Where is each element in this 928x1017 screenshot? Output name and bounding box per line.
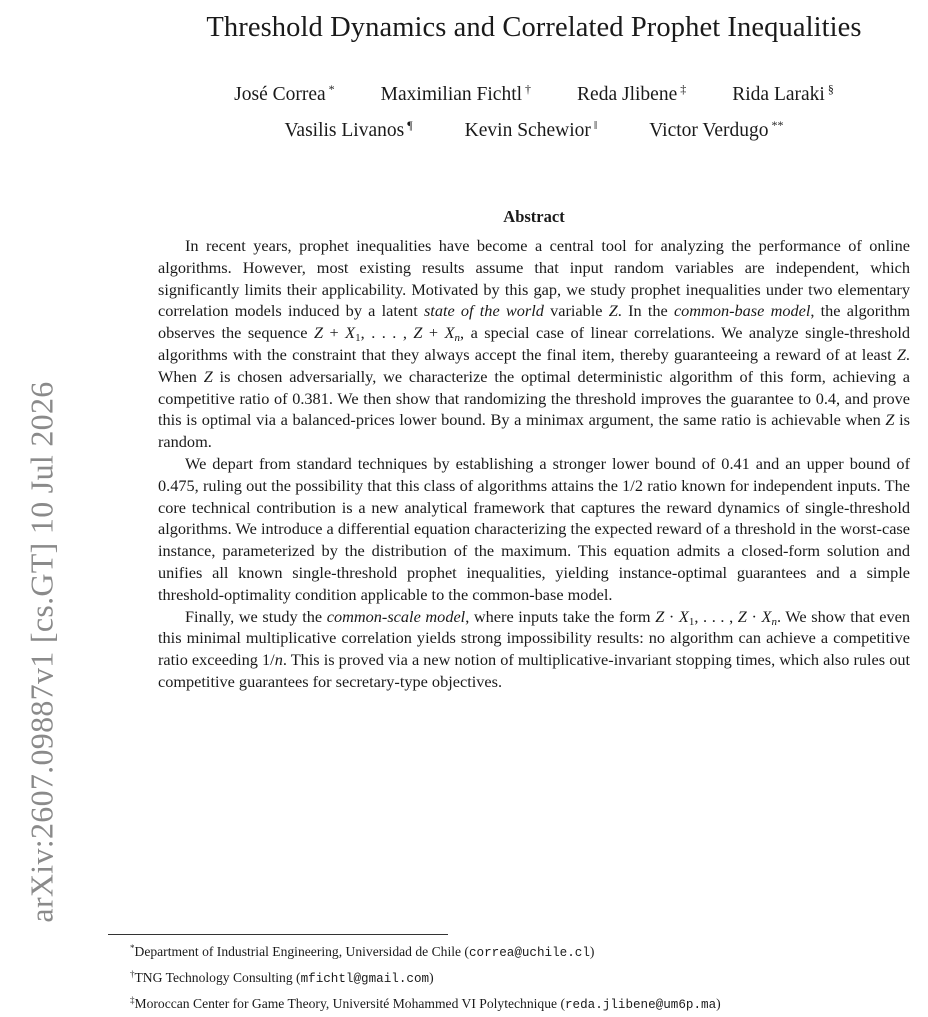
author-name: Reda Jlibene ‡	[577, 82, 687, 105]
abstract-paragraph-1: In recent years, prophet inequalities have become a central tool for analyzing the performance of online algorithms. However, most existing results assume that input random variables are independent, which significantly limits their applicability. Motivated by this gap, we study prophet inequalities under two elementary correlation models induced by a latent state of the world variable Z. In the common-base model, the algorithm observes the sequence $Z + X_1$, . . . , $Z + X_n$, a special case of linear correlations. We analyze single-threshold algorithms with the constraint that they always accept the final item, thereby guaranteeing a reward of at least Z. When Z is chosen adversarially, we characterize the optimal deterministic algorithm of this form, achieving a competitive ratio of 0.381. We then show that randomizing the threshold improves the guarantee to 0.4, and prove this is optimal via a balanced-prices lower bound. By a minimax argument, the same ratio is achievable when Z is random.	[158, 236, 911, 452]
footnote-affiliation: *Department of Industrial Engineering, Universidad de Chile (correa@uchile.cl)	[130, 943, 595, 960]
author-list-row-1	[160, 82, 908, 106]
author-list-row-2	[160, 118, 908, 142]
author-name: Vasilis Livanos ¶	[284, 118, 413, 141]
abstract-paragraph-2: We depart from standard techniques by establishing a stronger lower bound of 0.41 and an upper bound of 0.475, ruling out the possibility that this class of algorithms attains the 1/2 ratio known for independent inputs. The core technical contribution is a new analytical framework that captures the reward dynamics of single-threshold algorithms. We introduce a differential equation characterizing the expected reward of a threshold in the worst-case instance, parameterized by the distribution of the maximum. This equation admits a closed-form solution and unifies all known single-threshold prophet inequalities, yielding instance-optimal guarantees and a simple threshold-optimality condition applicable to the common-base model.	[158, 453, 910, 604]
email-link[interactable]: correa@uchile.cl	[468, 946, 590, 960]
abstract-paragraph-3: Finally, we study the common-scale model, where inputs take the form $Z \cdot X_1$, . . . , $Z \cdot X_n$. We show that even this minimal multiplicative correlation yields strong impossibility results: no algorithm can achieve a competitive ratio exceeding 1/n. This is proved via a new notion of multiplicative-invariant stopping times, which also rules out competitive guarantees for secretary-type objectives.	[158, 606, 910, 691]
math-sequence-sum: $Z + X_1$, . . . , $Z + X_n$	[313, 323, 461, 345]
author-name: Victor Verdugo **	[649, 118, 784, 141]
footnote-affiliation: †TNG Technology Consulting (mfichtl@gmail.com)	[130, 969, 434, 987]
author-name: Kevin Schewior ‖	[464, 118, 598, 141]
author-name: Rida Laraki §	[732, 82, 834, 105]
author-name: José Correa *	[234, 82, 335, 105]
abstract-heading: Abstract	[503, 207, 565, 226]
email-link[interactable]: reda.jlibene@um6p.ma	[564, 998, 717, 1013]
footnote-affiliation: ‡Moroccan Center for Game Theory, Université Mohammed VI Polytechnique (reda.jlibene@um6p.ma)	[130, 995, 721, 1013]
author-name: Maximilian Fichtl †	[380, 82, 532, 105]
abstract-body	[158, 235, 910, 693]
paper-title: Threshold Dynamics and Correlated Prophet Inequalities	[206, 12, 862, 43]
email-link[interactable]: mfichtl@gmail.com	[300, 972, 430, 987]
math-sequence-product: $Z \cdot X_1$, . . . , $Z \cdot X_n$	[655, 606, 777, 628]
arxiv-identifier-stamp: arXiv:2607.09887v1 [cs.GT] 10 Jul 2026	[23, 381, 60, 923]
footnote-divider	[108, 934, 448, 935]
math-one-over-n: 1/n	[262, 650, 283, 670]
footnotes	[130, 938, 910, 1017]
